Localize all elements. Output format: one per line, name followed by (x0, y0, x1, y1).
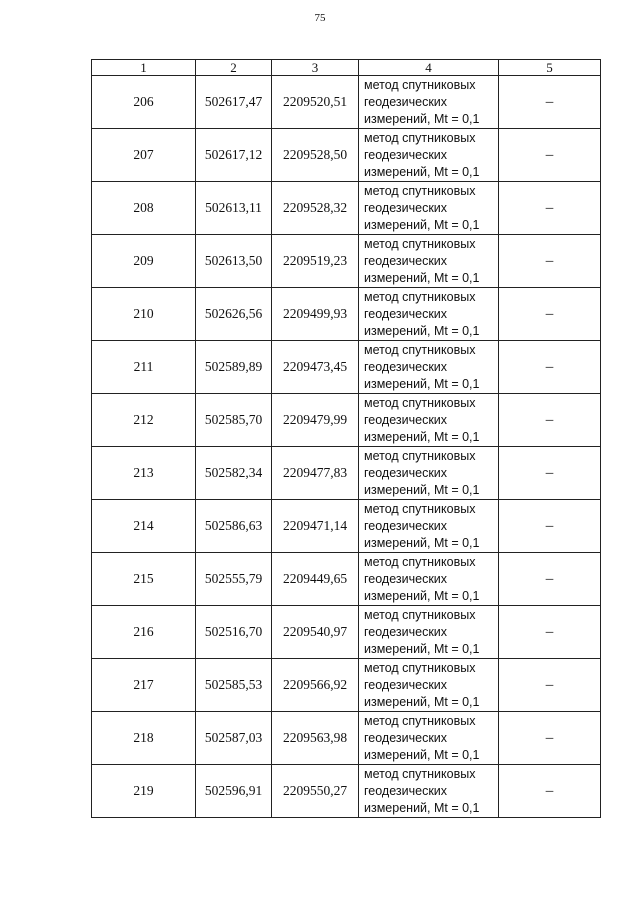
table-row (92, 182, 601, 235)
method-line: геодезических (364, 465, 448, 480)
note-cell: – (499, 447, 601, 500)
method-line: метод спутниковых (364, 766, 476, 781)
table-header-row (92, 60, 601, 76)
note-cell: – (499, 394, 601, 447)
method-line: геодезических (364, 94, 448, 109)
method-line: метод спутниковых (364, 554, 476, 569)
method-line: измерений, Mt = 0,1 (364, 376, 480, 391)
y-coordinate-cell: 2209520,51 (272, 76, 359, 129)
method-line: геодезических (364, 147, 448, 162)
y-coordinate-cell: 2209477,83 (272, 447, 359, 500)
note-cell: – (499, 500, 601, 553)
y-coordinate-cell: 2209528,50 (272, 129, 359, 182)
table-row (92, 129, 601, 182)
note-cell: – (499, 659, 601, 712)
table-row (92, 447, 601, 500)
method-line: геодезических (364, 412, 448, 427)
method-line: геодезических (364, 571, 448, 586)
method-cell (359, 129, 499, 182)
table-row (92, 712, 601, 765)
header-col-4: 4 (359, 60, 499, 76)
method-cell (359, 76, 499, 129)
point-number-cell: 219 (92, 765, 196, 818)
method-cell (359, 553, 499, 606)
y-coordinate-cell: 2209540,97 (272, 606, 359, 659)
x-coordinate-cell: 502585,70 (196, 394, 272, 447)
point-number-cell: 218 (92, 712, 196, 765)
point-number-cell: 216 (92, 606, 196, 659)
x-coordinate-cell: 502617,12 (196, 129, 272, 182)
table-body (92, 76, 601, 818)
method-cell (359, 606, 499, 659)
method-line: геодезических (364, 783, 448, 798)
point-number-cell: 210 (92, 288, 196, 341)
y-coordinate-cell: 2209449,65 (272, 553, 359, 606)
table-row (92, 76, 601, 129)
method-line: измерений, Mt = 0,1 (364, 111, 480, 126)
method-line: геодезических (364, 730, 448, 745)
method-cell (359, 394, 499, 447)
note-cell: – (499, 288, 601, 341)
x-coordinate-cell: 502589,89 (196, 341, 272, 394)
method-cell (359, 447, 499, 500)
x-coordinate-cell: 502596,91 (196, 765, 272, 818)
method-cell (359, 235, 499, 288)
method-line: измерений, Mt = 0,1 (364, 535, 480, 550)
table-row (92, 288, 601, 341)
method-line: метод спутниковых (364, 660, 476, 675)
method-cell (359, 712, 499, 765)
point-number-cell: 212 (92, 394, 196, 447)
x-coordinate-cell: 502613,50 (196, 235, 272, 288)
method-line: метод спутниковых (364, 236, 476, 251)
header-col-3: 3 (272, 60, 359, 76)
method-line: метод спутниковых (364, 77, 476, 92)
x-coordinate-cell: 502613,11 (196, 182, 272, 235)
method-cell (359, 500, 499, 553)
note-cell: – (499, 341, 601, 394)
header-col-2: 2 (196, 60, 272, 76)
x-coordinate-cell: 502555,79 (196, 553, 272, 606)
method-line: измерений, Mt = 0,1 (364, 164, 480, 179)
method-line: измерений, Mt = 0,1 (364, 641, 480, 656)
table-row (92, 659, 601, 712)
x-coordinate-cell: 502585,53 (196, 659, 272, 712)
point-number-cell: 206 (92, 76, 196, 129)
note-cell: – (499, 235, 601, 288)
method-line: геодезических (364, 306, 448, 321)
table-row (92, 235, 601, 288)
method-cell (359, 341, 499, 394)
method-line: измерений, Mt = 0,1 (364, 217, 480, 232)
method-cell (359, 288, 499, 341)
point-number-cell: 214 (92, 500, 196, 553)
x-coordinate-cell: 502582,34 (196, 447, 272, 500)
point-number-cell: 211 (92, 341, 196, 394)
x-coordinate-cell: 502587,03 (196, 712, 272, 765)
note-cell: – (499, 765, 601, 818)
table-row (92, 500, 601, 553)
y-coordinate-cell: 2209550,27 (272, 765, 359, 818)
x-coordinate-cell: 502626,56 (196, 288, 272, 341)
table-row (92, 341, 601, 394)
method-line: метод спутниковых (364, 713, 476, 728)
header-col-5: 5 (499, 60, 601, 76)
method-line: геодезических (364, 677, 448, 692)
method-cell (359, 659, 499, 712)
y-coordinate-cell: 2209479,99 (272, 394, 359, 447)
coordinates-table (91, 59, 601, 818)
header-col-1: 1 (92, 60, 196, 76)
method-line: метод спутниковых (364, 395, 476, 410)
method-line: измерений, Mt = 0,1 (364, 747, 480, 762)
method-line: измерений, Mt = 0,1 (364, 270, 480, 285)
note-cell: – (499, 606, 601, 659)
note-cell: – (499, 182, 601, 235)
y-coordinate-cell: 2209566,92 (272, 659, 359, 712)
method-line: геодезических (364, 624, 448, 639)
method-line: измерений, Mt = 0,1 (364, 482, 480, 497)
y-coordinate-cell: 2209499,93 (272, 288, 359, 341)
method-line: метод спутниковых (364, 289, 476, 304)
point-number-cell: 213 (92, 447, 196, 500)
point-number-cell: 209 (92, 235, 196, 288)
method-line: измерений, Mt = 0,1 (364, 588, 480, 603)
method-line: геодезических (364, 359, 448, 374)
method-line: метод спутниковых (364, 501, 476, 516)
note-cell: – (499, 712, 601, 765)
note-cell: – (499, 76, 601, 129)
y-coordinate-cell: 2209471,14 (272, 500, 359, 553)
table-row (92, 765, 601, 818)
method-line: метод спутниковых (364, 130, 476, 145)
x-coordinate-cell: 502516,70 (196, 606, 272, 659)
table-row (92, 606, 601, 659)
method-line: измерений, Mt = 0,1 (364, 429, 480, 444)
method-line: метод спутниковых (364, 342, 476, 357)
method-line: геодезических (364, 253, 448, 268)
method-line: метод спутниковых (364, 183, 476, 198)
y-coordinate-cell: 2209528,32 (272, 182, 359, 235)
x-coordinate-cell: 502586,63 (196, 500, 272, 553)
point-number-cell: 208 (92, 182, 196, 235)
method-line: геодезических (364, 518, 448, 533)
point-number-cell: 215 (92, 553, 196, 606)
method-cell (359, 182, 499, 235)
method-line: измерений, Mt = 0,1 (364, 323, 480, 338)
note-cell: – (499, 553, 601, 606)
method-line: геодезических (364, 200, 448, 215)
table-row (92, 394, 601, 447)
method-line: метод спутниковых (364, 448, 476, 463)
x-coordinate-cell: 502617,47 (196, 76, 272, 129)
y-coordinate-cell: 2209473,45 (272, 341, 359, 394)
note-cell: – (499, 129, 601, 182)
point-number-cell: 207 (92, 129, 196, 182)
method-cell (359, 765, 499, 818)
page-number: 75 (314, 12, 326, 24)
method-line: измерений, Mt = 0,1 (364, 800, 480, 815)
point-number-cell: 217 (92, 659, 196, 712)
method-line: метод спутниковых (364, 607, 476, 622)
y-coordinate-cell: 2209519,23 (272, 235, 359, 288)
table-row (92, 553, 601, 606)
y-coordinate-cell: 2209563,98 (272, 712, 359, 765)
method-line: измерений, Mt = 0,1 (364, 694, 480, 709)
